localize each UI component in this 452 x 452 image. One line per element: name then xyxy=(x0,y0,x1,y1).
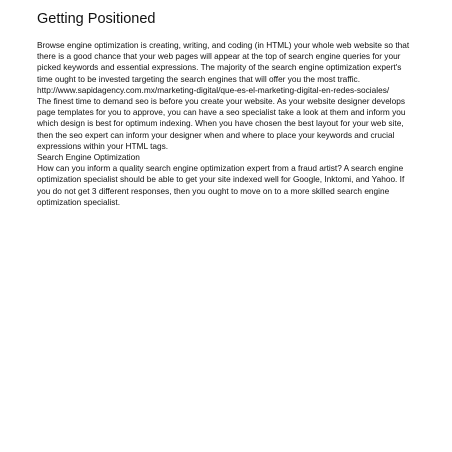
section-heading: Search Engine Optimization xyxy=(37,152,140,163)
paragraph-quality: How can you inform a quality search engine optimization expert from a fraud artist? A search engine optimization specialist should be able to get your site indexed well for Google, Inktomi, and Yahoo. If you do not get 3 different responses, then you ought to move on to a more skilled search engine optimization specialist. xyxy=(37,163,405,207)
paragraph-intro: Browse engine optimization is creating, writing, and coding (in HTML) your whole web website so that there is a good chance that your web pages will appear at the top of search engine queries for your picked keywords and essential expressions. The majority of the search engine optimization expert's time ought to be invested targeting the search engines that will offer you the most traffic. xyxy=(37,40,410,84)
paragraph-timing: The finest time to demand seo is before you create your website. As your website designer develops page templates for you to approve, you can have a seo specialist take a look at them and inform you which design is best for optimum indexing. When you have chosen the best layout for your web site, then the seo expert can inform your designer when and where to place your keywords and crucial expressions within your HTML tags. xyxy=(37,96,406,151)
url-line: http://www.sapidagency.com.mx/marketing-digital/que-es-el-marketing-digital-en-redes-sociales/ xyxy=(37,84,390,95)
article-body xyxy=(37,40,416,208)
page-title: Getting Positioned xyxy=(37,11,156,27)
